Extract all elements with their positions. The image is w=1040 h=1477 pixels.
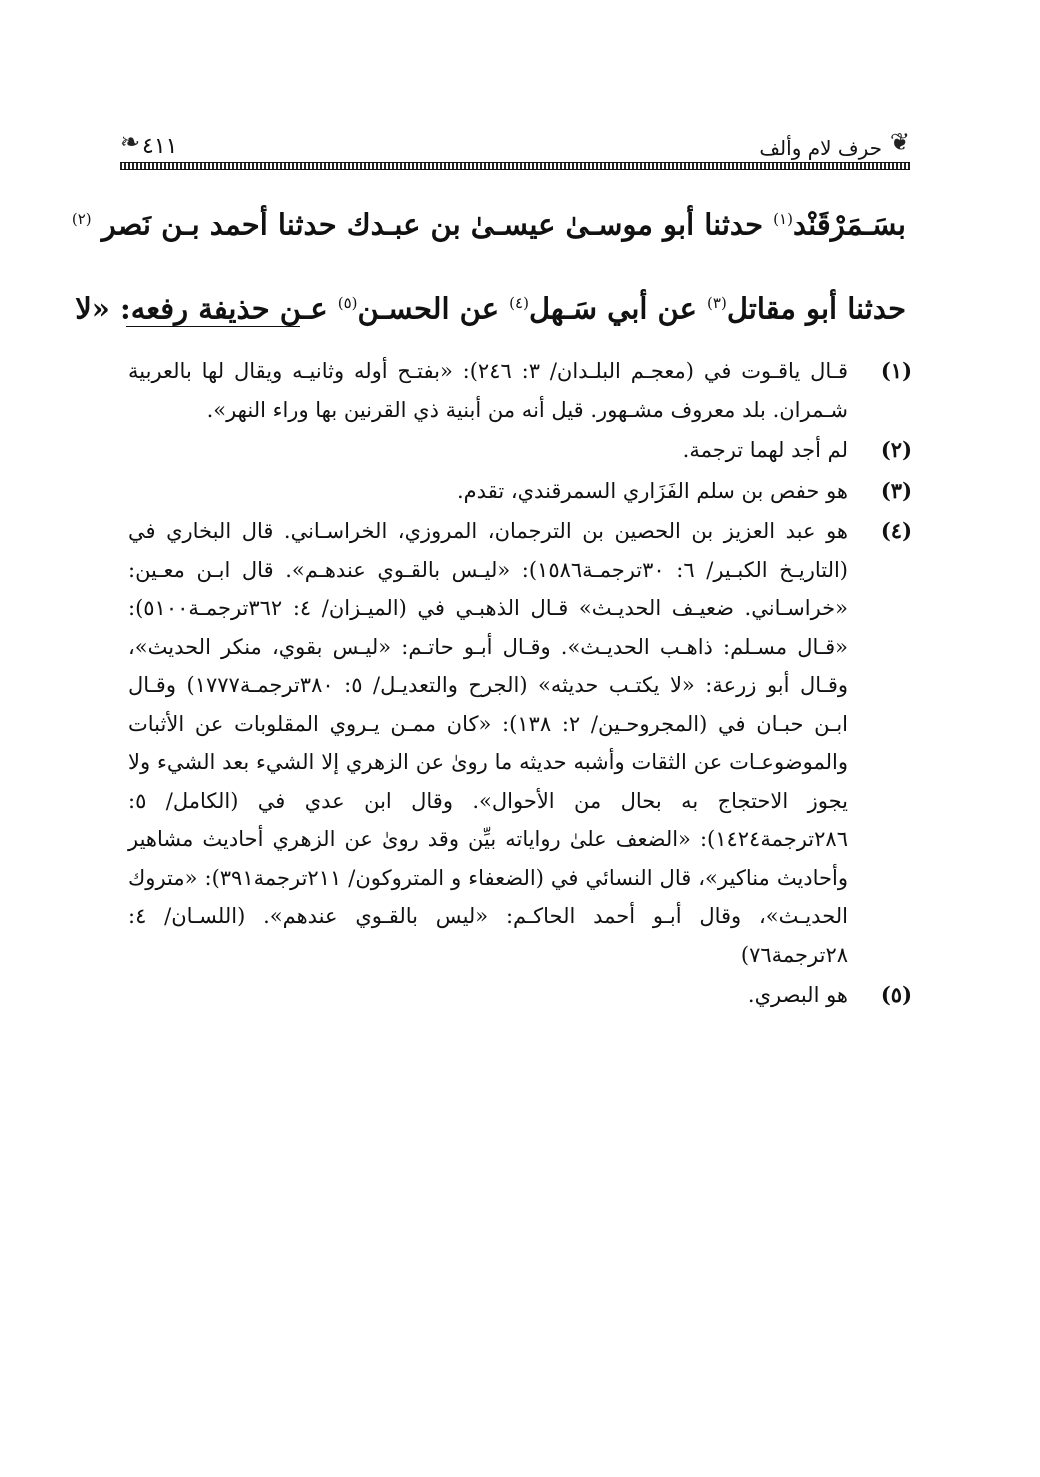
- page-header: [120, 128, 910, 174]
- footnote: [128, 431, 912, 470]
- footnote-text: هو حفص بن سلم الفَزَاري السمرقندي، تقدم.: [457, 478, 848, 503]
- footnote: [128, 352, 912, 429]
- footnote-text: هو عبد العزيز بن الحصين بن الترجمان، المروزي، الخراسـاني. قال البخاري في (التاريـخ الكبـير/ ٦: ٣٠ترجمـة١٥٨٦): «ليـس بالقـوي عندهـم». قال ابـن معـين: «خراسـاني. ضعيـف الحديـث» قـال الذهبـي في (الميـزان/ ٤: ٣٦٢ترجمـة٥١٠٠): «قـال مسـلم: ذاهـب الحديـث». وقـال أبـو حاتـم: «ليـس بقوي، منكر الحديث»، وقـال أبو زرعة: «لا يكتـب حديثه» (الجرح والتعديـل/ ٥: ٣٨٠ترجمـة١٧٧٧) وقـال ابـن حبـان في (المجروحـين/ ٢: ١٣٨): «كان ممـن يـروي المقلوبات عن الأثبات والموضوعـات عن الثقات وأشبه حديثه ما روىٰ عن الزهري إلا الشيء بعد الشيء ولا يجوز الاحتجاج به بحال من الأحوال». وقال ابن عدي في (الكامل/ ٥: ٢٨٦ترجمة١٤٢٤): «الضعف علىٰ رواياته بيِّن وقد روىٰ عن الزهري أحاديث مشاهير وأحاديث مناكير»، قال النسائي في (الضعفاء و المتروكون/ ٢١١ترجمة٣٩١): «متروك الحديـث»، وقال أبـو أحمد الحاكـم: «ليس بالقـوي عندهم». (اللسـان/ ٤: ٢٨ترجمة٧٦): [128, 519, 848, 967]
- footnote: [128, 976, 912, 1015]
- main-text-segment: عن أبي سَـهل: [528, 291, 708, 326]
- footnote-number: (٥): [880, 982, 912, 1007]
- footnote-number: (٤): [880, 518, 912, 543]
- footnote-text: لم أجد لهما ترجمة.: [682, 438, 848, 462]
- footnote-separator: [126, 326, 300, 327]
- footnotes: [128, 352, 912, 1017]
- footnote: [128, 512, 912, 974]
- main-text-line: [71, 180, 906, 264]
- header-rule: [120, 162, 910, 170]
- main-text: [71, 180, 906, 347]
- footnote: [128, 472, 912, 511]
- main-text-segment: بسَـمَرْقَنْد: [792, 207, 906, 242]
- footnote-reference[interactable]: (١): [773, 210, 793, 228]
- ornament-flourish-icon: ❦: [889, 128, 910, 156]
- footnote-text: قـال ياقـوت في (معجـم البلـدان/ ٣: ٢٤٦): «بفتـح أوله وثانيـه ويقال لها بالعربية شـمران. بلد معروف مشـهور. قيل أنه من أبنية ذي القرنين بها وراء النهر».: [128, 359, 848, 422]
- main-text-line: [75, 264, 906, 348]
- footnote-reference[interactable]: (٢): [71, 210, 92, 228]
- footnote-reference[interactable]: (٥): [337, 293, 358, 312]
- main-text-segment: عـن حذيفة رفعه: «لا: [75, 291, 338, 326]
- footnote-reference[interactable]: (٤): [509, 293, 529, 312]
- main-text-segment: حدثنا أبو موسـىٰ عيسـىٰ بن عبـدك حدثنا أحمد بـن نَصر: [91, 207, 774, 242]
- main-text-segment: عن الحسـن: [357, 291, 510, 326]
- footnote-text: هو البصري.: [747, 983, 848, 1007]
- footnote-number: (٣): [880, 477, 912, 503]
- page-number: ٤١١: [142, 134, 178, 159]
- running-title: حرف لام وألف: [759, 136, 882, 160]
- footnote-number: (١): [880, 358, 912, 383]
- footnote-number: (٢): [880, 437, 912, 462]
- ornament-flourish-icon: ❧: [120, 128, 141, 156]
- main-text-segment: حدثنا أبو مقاتل: [726, 291, 906, 326]
- footnote-reference[interactable]: (٣): [707, 293, 727, 312]
